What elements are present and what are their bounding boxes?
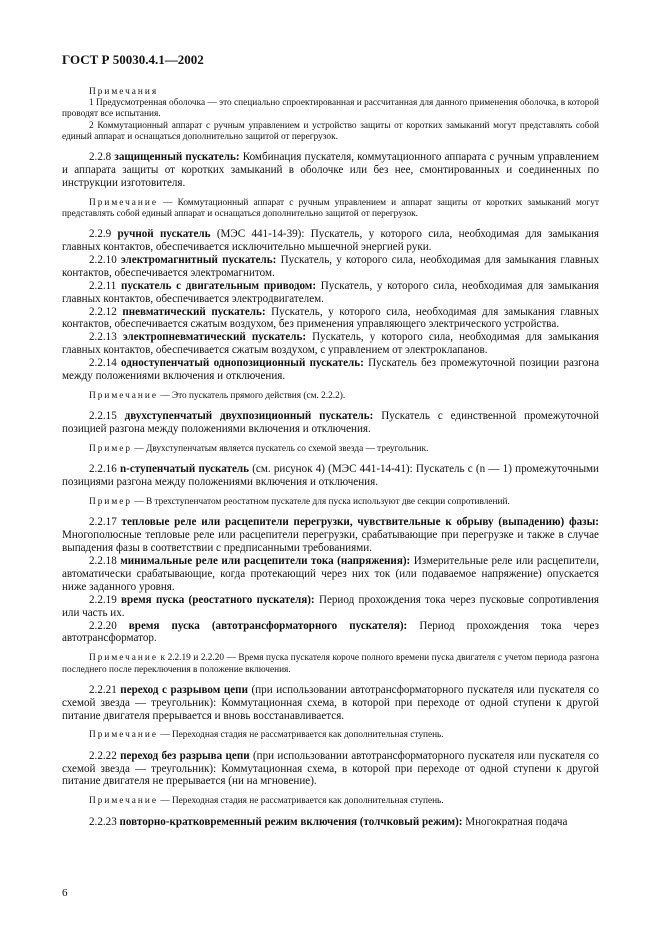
notes-label: Примечания (89, 87, 159, 97)
clause-2-2-9: 2.2.9 ручной пускатель (МЭС 441-14-39): Пускатель, у которого сила, необходимая для замыкания главных контактов, обеспечивается исключительно мышечной энергией руки. (62, 228, 600, 254)
clause-2-2-13: 2.2.13 электропневматический пускатель: Пускатель, у которого сила, необходимая для замыкания главных контактов, обеспечивается сжатым воздухом, с управлением от электроклапанов. (62, 331, 600, 357)
clause-2-2-17: 2.2.17 тепловые реле или расцепители перегрузки, чувствительные к обрыву (выпадению) фазы: Многополюсные тепловые реле или расцепители перегрузки, срабатывающие при перегрузке и также в случае выпадения фазы в соответствии с предписанными требованиями. (62, 516, 599, 555)
clause-2-2-21: 2.2.21 переход с разрывом цепи (при использовании автотрансформаторного пускателя или пускателя со схемой звезда — треугольник): Коммутационная схема, в которой при переходе от одной ступени к другой питание двигателя прерывается и вновь восстанавливается. (62, 683, 599, 722)
note-after-2-2-21: Примечание — Переходная стадия не рассматривается как дополнительная ступень. (89, 730, 444, 741)
note-after-2-2-14: Примечание — Это пускатель прямого действия (см. 2.2.2). (89, 391, 346, 402)
clause-2-2-19: 2.2.19 время пуска (реостатного пускателя): Период прохождения тока через пусковые сопротивления или часть их. (62, 593, 599, 619)
note-1: 1 Предусмотренная оболочка — это специально спроектированная и рассчитанная для данного применения оболочка, в которой проводят все испытания. (62, 98, 599, 120)
clause-2-2-22: 2.2.22 переход без разрыва цепи (при использовании автотрансформаторного пускателя или пускателя со схемой звезда — треугольник): Коммутационная схема, в которой при переходе от одной ступени к другой питание двигателя не прерывается (ни на мгновение). (62, 749, 599, 788)
clause-2-2-16: 2.2.16 n-ступенчатый пускатель (см. рисунок 4) (МЭС 441-14-41): Пускатель с (n — 1) промежуточными позициями разгона между положениями включения и отключения. (62, 463, 599, 489)
example-after-2-2-16: Пример — В трехступенчатом реостатном пускателе для пуска используют две секции сопротивлений. (89, 497, 510, 508)
clause-2-2-18: 2.2.18 минимальные реле или расцепители тока (напряжения): Измерительные реле или расцепители, автоматически срабатывающие, когда протекающий через них ток (или подаваемое напряжение) опускается ниже заданного уровня. (62, 554, 599, 593)
clause-2-2-20: 2.2.20 время пуска (автотрансформаторного пускателя): Период прохождения тока через автотрансформатор. (62, 619, 600, 645)
clause-2-2-10: 2.2.10 электромагнитный пускатель: Пускатель, у которого сила, необходимая для замыкания главных контактов, обеспечивается электромагнитом. (62, 253, 599, 279)
clause-2-2-15: 2.2.15 двухступенчатый двухпозиционный пускатель: Пускатель с единственной промежуточной позицией разгона между положениями включения и отключения. (62, 410, 599, 436)
clause-2-2-12: 2.2.12 пневматический пускатель: Пускатель, у которого сила, необходимая для замыкания главных контактов, обеспечивается сжатым воздухом, без применения управляющего электрического устройства. (62, 305, 599, 331)
note-after-2-2-8: Примечание — Коммутационный аппарат с ручным управлением и аппарат защиты от коротких замыканий могут представлять собой единый аппарат и оснащаться дополнительно защитой от перегрузок. (62, 197, 599, 219)
clause-2-2-23: 2.2.23 повторно-кратковременный режим включения (толчковый режим): Многократная подача (89, 815, 568, 828)
clause-2-2-11: 2.2.11 пускатель с двигательным приводом: Пускатель, у которого сила, необходимая для замыкания главных контактов, обеспечивается электродвигателем. (62, 279, 599, 305)
example-after-2-2-15: Пример — Двухступенчатым является пускатель со схемой звезда — треугольник. (89, 444, 429, 455)
note-2: 2 Коммутационный аппарат с ручным управлением и устройство защиты от коротких замыканий могут представлять собой единый аппарат и оснащаться дополнительно защитой от перегрузок. (62, 120, 599, 142)
page-header: ГОСТ Р 50030.4.1—2002 (62, 52, 204, 67)
note-after-2-2-22: Примечание — Переходная стадия не рассматривается как дополнительная ступень. (89, 796, 444, 807)
clause-2-2-14: 2.2.14 одноступенчатый однопозиционный пускатель: Пускатель без промежуточной позиции разгона между положениями включения и отключения. (62, 357, 599, 383)
note-after-2-2-20: Примечание к 2.2.19 и 2.2.20 — Время пуска пускателя короче полного времени пуска двигателя с учетом периода разгона последнего после переключения в положение включения. (62, 653, 600, 675)
page-content (62, 52, 599, 828)
clause-2-2-8: 2.2.8 защищенный пускатель: Комбинация пускателя, коммутационного аппарата с ручным управлением и аппарата защиты от коротких замыканий в оболочке или без нее, смонтированных и соединенных по инструкции изготовителя. (62, 151, 599, 189)
page-number: 6 (62, 887, 68, 899)
